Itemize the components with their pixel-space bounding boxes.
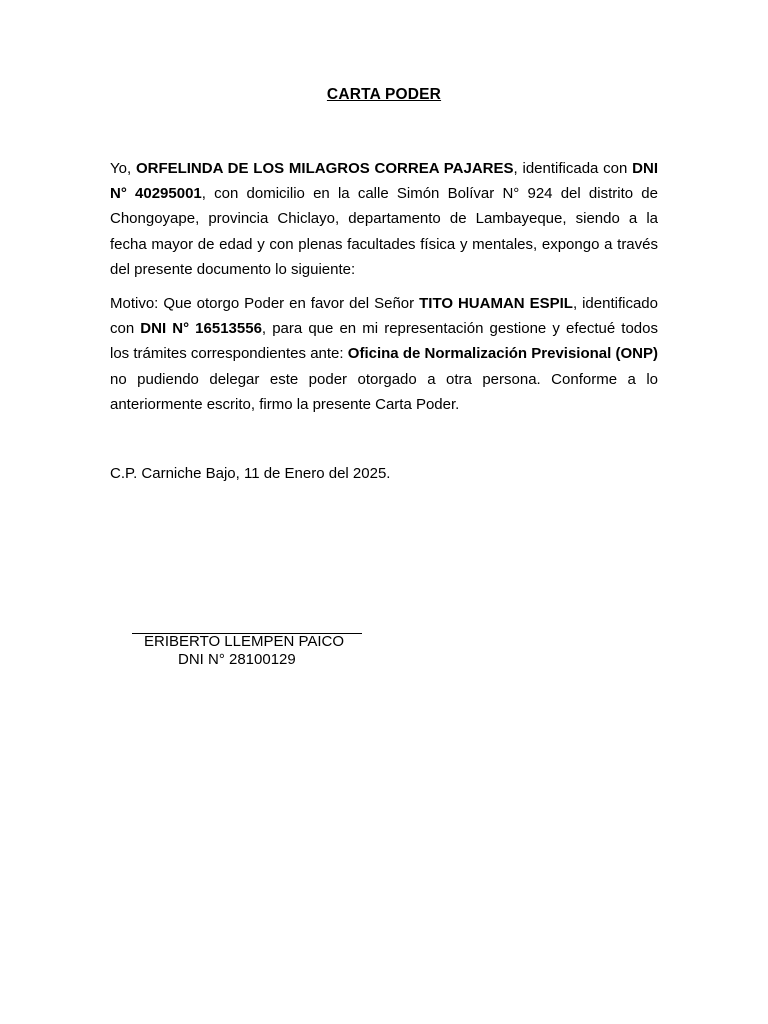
institution-name: Oficina de Normalización Previsional (ONP) — [347, 345, 659, 363]
paragraph-text: Motivo: Que otorgo Poder en favor del Señor — [110, 295, 420, 312]
declaration-paragraph — [110, 156, 658, 282]
grantee-dni: DNI N° 16513556 — [140, 320, 262, 338]
signatory-dni: DNI N° 28100129 — [178, 651, 296, 668]
place-date: C.P. Carniche Bajo, 11 de Enero del 2025. — [110, 465, 391, 482]
paragraph-text: , identificado con — [110, 295, 658, 338]
grantor-name: ORFELINDA DE LOS MILAGROS CORREA PAJARES — [135, 160, 514, 177]
paragraph-text: no pudiendo delegar este poder otorgado a otra persona. Conforme a lo anteriormente escrito, firmo la presente Carta Poder. — [110, 370, 658, 413]
paragraph-text: , con domicilio en la calle Simón Bolívar N° 924 del distrito de Chongoyape, provincia Chiclayo, departamento de Lambayeque, siendo a la fecha mayor de edad y con plenas facultades física y mentales, expongo a través del presente documento lo siguiente: — [110, 185, 658, 278]
paragraph-text: , identificada con — [513, 160, 633, 177]
signatory-name: ERIBERTO LLEMPEN PAICO — [144, 633, 345, 650]
grantor-dni: DNI N° 40295001 — [110, 160, 658, 203]
grantee-name: TITO HUAMAN ESPIL — [419, 295, 573, 312]
motive-paragraph — [110, 291, 658, 417]
paragraph-text: Yo, — [110, 160, 136, 177]
paragraph-text: , para que en mi representación gestione y efectué todos los trámites correspondientes ante: — [110, 320, 658, 363]
document-title: CARTA PODER — [326, 86, 442, 103]
